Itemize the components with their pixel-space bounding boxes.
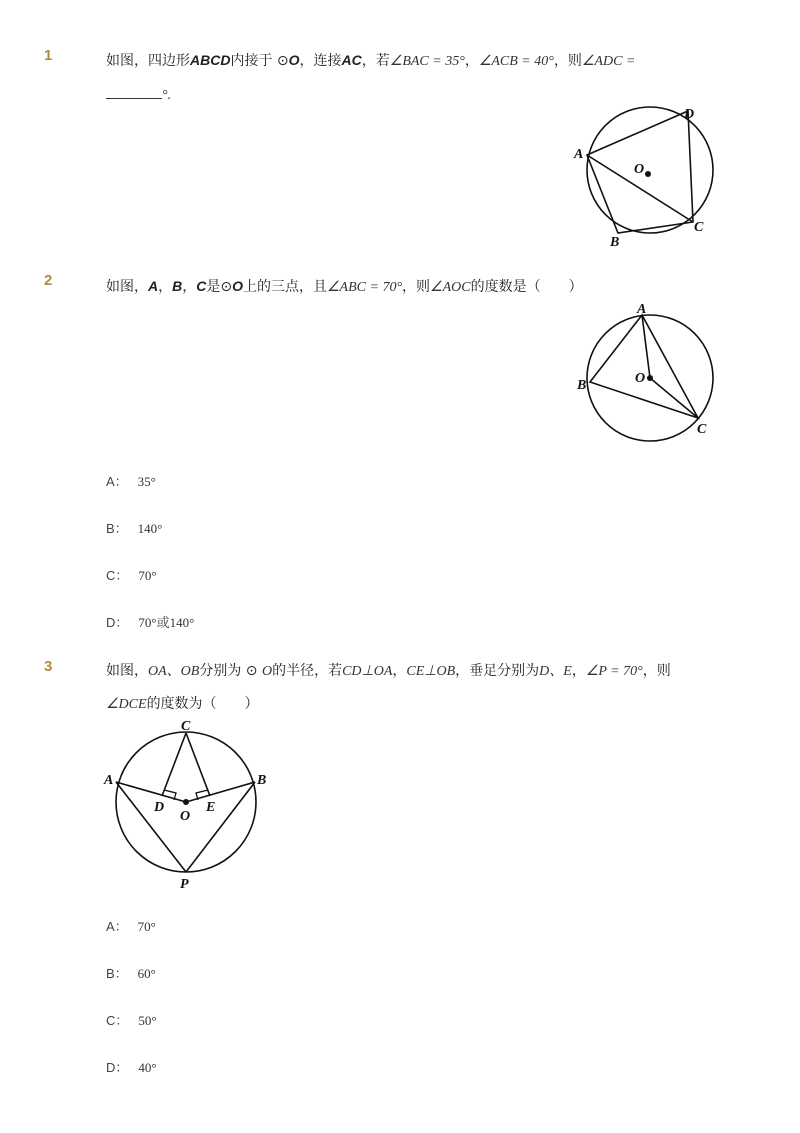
option-a[interactable] [106, 471, 156, 490]
option-label: A： [106, 474, 128, 489]
stem-math: OA、OB [148, 664, 200, 679]
point-label-C: C [694, 220, 704, 235]
point-label-C: C [181, 719, 191, 734]
option-value: 140° [169, 615, 195, 630]
point-label-B: B [257, 773, 267, 788]
point-label-O: O [634, 162, 645, 177]
figure-perpendiculars-circle [100, 716, 280, 896]
option-c[interactable] [106, 1010, 157, 1029]
point-label-B: B [577, 378, 587, 393]
stem-math: ∠P = 70° [585, 664, 643, 679]
option-value: 70° [138, 568, 157, 583]
stem-math: O [288, 52, 300, 68]
option-label: A： [106, 919, 128, 934]
stem-math: ∠BAC = 35° [389, 54, 465, 69]
stem-text: ， [182, 279, 197, 295]
option-d[interactable] [106, 1057, 157, 1076]
option-label: C： [106, 1013, 129, 1028]
question-number: 1 [44, 47, 53, 64]
option-label: B： [106, 521, 128, 536]
question-number: 3 [44, 658, 53, 675]
point-label-A: A [574, 147, 584, 162]
degree-suffix: °. [162, 88, 172, 103]
stem-text: 分别为 ⊙ [199, 663, 262, 679]
stem-math: D、E [539, 664, 572, 679]
answer-line [106, 84, 171, 106]
option-value: 50° [138, 1013, 157, 1028]
option-d[interactable] [106, 612, 194, 631]
question-stem [106, 661, 671, 682]
option-c[interactable] [106, 565, 157, 584]
point-label-C: C [697, 422, 707, 437]
point-label-P: P [180, 877, 189, 892]
option-label: B： [106, 966, 128, 981]
stem-math: ∠ABC = 70° [327, 280, 403, 295]
stem-math: CD⊥OA [342, 664, 393, 679]
point-label-A: A [637, 302, 647, 317]
option-value: 70° [138, 615, 157, 630]
stem-math: ABCD [190, 52, 231, 68]
option-b[interactable] [106, 518, 162, 537]
stem-math: C [196, 278, 207, 294]
stem-text: ，连接 [299, 53, 342, 69]
point-label-E: E [206, 800, 216, 815]
stem-text: ，则 [642, 663, 671, 679]
stem-text: ， [392, 663, 407, 679]
option-value: 40° [138, 1060, 157, 1075]
option-conjunction: 或 [156, 616, 170, 631]
figure-quadrilateral-circle [560, 100, 740, 260]
stem-math: ∠ACB = 40° [478, 54, 554, 69]
stem-math: B [172, 278, 183, 294]
option-value: 70° [137, 919, 156, 934]
question-stem [106, 276, 583, 298]
point-label-B: B [610, 235, 620, 250]
stem-text: ， [464, 53, 479, 69]
stem-math: O [261, 664, 273, 679]
option-label: D： [106, 615, 129, 630]
stem-math: O [232, 278, 243, 294]
stem-text: ，垂足分别为 [455, 663, 540, 679]
stem-text: 是⊙ [206, 279, 233, 295]
question-number: 2 [44, 272, 53, 289]
stem-text: 如图，四边形 [106, 53, 190, 69]
stem-math: AC [341, 52, 362, 68]
stem-text: ， [571, 663, 586, 679]
stem-text: ，则 [402, 279, 431, 295]
stem-text: 的半径，若 [272, 663, 343, 679]
option-label: C： [106, 568, 129, 583]
stem-math: ∠DCE [106, 697, 147, 712]
stem-math: CE⊥OB [406, 664, 456, 679]
answer-blank[interactable] [106, 84, 162, 99]
figure-triangle-circle [570, 296, 730, 446]
option-value: 35° [137, 474, 156, 489]
question-stem-line2 [106, 694, 259, 715]
stem-text: ， [158, 279, 173, 295]
point-label-A: A [104, 773, 114, 788]
option-value: 60° [137, 966, 156, 981]
stem-math: A [148, 278, 159, 294]
point-label-O: O [180, 809, 191, 824]
point-label-D: D [684, 107, 695, 122]
option-b[interactable] [106, 963, 156, 982]
stem-math: ∠AOC [430, 280, 471, 295]
stem-text: 如图， [106, 663, 148, 679]
option-label: D： [106, 1060, 129, 1075]
point-label-D: D [154, 800, 165, 815]
stem-text: 内接于 ⊙ [230, 53, 289, 69]
point-label-O: O [635, 371, 646, 386]
stem-text: ，则 [553, 53, 582, 69]
option-a[interactable] [106, 916, 156, 935]
stem-text: 如图， [106, 279, 148, 295]
option-value: 140° [137, 521, 163, 536]
stem-math: ∠ADC = [581, 54, 636, 69]
stem-text: 上的三点，且 [243, 279, 327, 295]
stem-text: 的度数为（ ） [146, 696, 259, 712]
stem-text: 的度数是（ ） [470, 279, 583, 295]
question-stem [106, 50, 635, 72]
stem-text: ，若 [361, 53, 390, 69]
